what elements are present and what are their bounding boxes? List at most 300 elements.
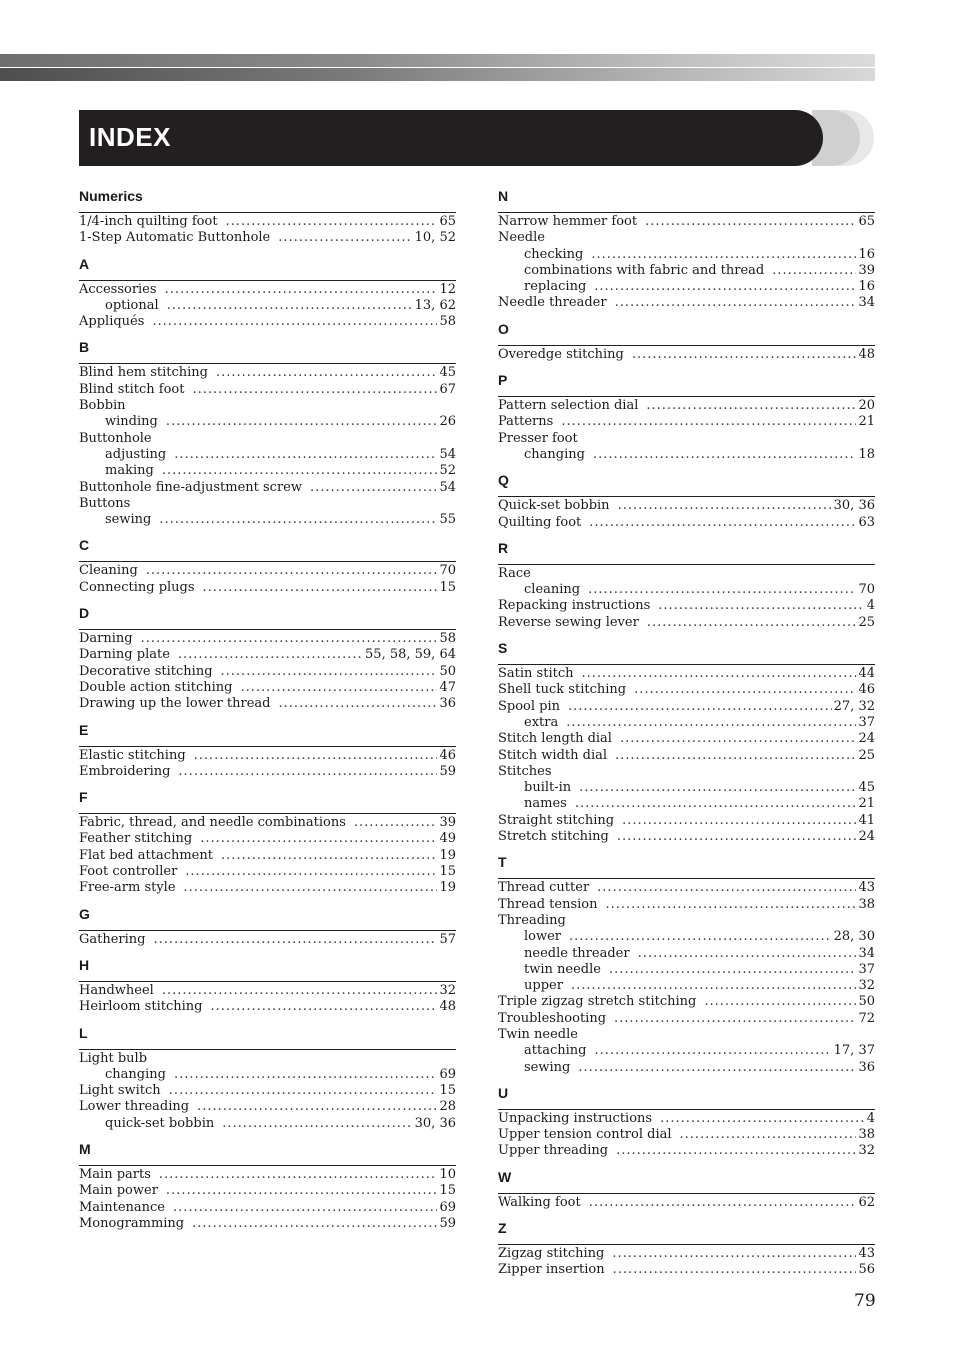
entry-term: Foot controller	[79, 864, 178, 880]
index-entry	[498, 1262, 875, 1278]
dot-leader	[609, 962, 857, 978]
entry-pages: 44	[858, 666, 875, 682]
index-entry	[498, 1246, 875, 1262]
section-heading: L	[79, 1023, 456, 1050]
entry-pages: 28	[439, 1099, 456, 1115]
entry-term: Blind stitch foot	[79, 381, 185, 397]
entry-pages: 32	[858, 1143, 875, 1159]
entry-term: Elastic stitching	[79, 747, 186, 763]
section-gap	[498, 463, 875, 470]
index-entry	[79, 398, 456, 414]
index-entry	[498, 731, 875, 747]
entry-pages: 25	[858, 747, 875, 763]
entry-term: Feather stitching	[79, 831, 193, 847]
dot-leader	[612, 1246, 856, 1262]
entry-pages: 16	[858, 279, 875, 295]
index-subentry	[498, 929, 875, 945]
header-stripe-bottom	[0, 68, 875, 81]
section-gap	[498, 363, 875, 370]
entry-pages: 30, 36	[414, 1115, 456, 1131]
index-entry	[498, 1127, 875, 1143]
entry-term: Stitch width dial	[498, 747, 608, 763]
section-heading: Z	[498, 1218, 875, 1245]
dot-leader	[568, 699, 832, 715]
dot-leader	[588, 582, 856, 598]
entry-term: Double action stitching	[79, 679, 233, 695]
entry-pages: 58	[439, 631, 456, 647]
dot-leader	[222, 1116, 412, 1132]
entry-pages: 67	[439, 381, 456, 397]
index-entry	[498, 682, 875, 698]
entry-pages: 70	[439, 563, 456, 579]
index-entry	[79, 983, 456, 999]
section-gap	[498, 312, 875, 319]
dot-leader	[178, 647, 363, 663]
dot-leader	[278, 696, 437, 712]
index-entry	[79, 696, 456, 712]
dot-leader	[166, 414, 438, 430]
index-subentry	[498, 247, 875, 263]
index-entry	[79, 831, 456, 847]
section-heading: S	[498, 638, 875, 665]
entry-pages: 15	[439, 864, 456, 880]
entry-pages: 10, 52	[414, 230, 456, 246]
entry-pages: 57	[439, 931, 456, 947]
entry-pages: 50	[439, 663, 456, 679]
entry-term: Drawing up the lower thread	[79, 696, 271, 712]
entry-term: Bobbin	[79, 398, 126, 414]
dot-leader	[354, 815, 438, 831]
entry-term: making	[105, 463, 154, 479]
entry-pages: 54	[439, 446, 456, 462]
dot-leader	[660, 1111, 865, 1127]
dot-leader	[615, 295, 857, 311]
dot-leader	[159, 1167, 438, 1183]
entry-term: quick-set bobbin	[105, 1115, 215, 1131]
index-entry	[79, 230, 456, 246]
section-heading: Numerics	[79, 186, 456, 213]
index-subentry	[498, 1060, 875, 1076]
index-entry	[79, 631, 456, 647]
entry-term: Narrow hemmer foot	[498, 214, 638, 229]
index-entry	[79, 864, 456, 880]
index-entry	[79, 282, 456, 298]
entry-term: Repacking instructions	[498, 598, 651, 614]
entry-pages: 38	[858, 896, 875, 912]
section-heading: F	[79, 787, 456, 814]
entry-pages: 20	[858, 398, 875, 414]
index-entry	[498, 813, 875, 829]
dot-leader	[597, 880, 856, 896]
entry-term: Walking foot	[498, 1194, 581, 1210]
dot-leader	[162, 983, 438, 999]
dot-leader	[578, 1060, 856, 1076]
dot-leader	[575, 796, 857, 812]
entry-term: Unpacking instructions	[498, 1110, 653, 1126]
section-gap	[79, 897, 456, 904]
entry-term: Monogramming	[79, 1215, 185, 1231]
dot-leader	[197, 1099, 437, 1115]
index-entry	[79, 365, 456, 381]
entry-term: sewing	[524, 1059, 571, 1075]
entry-pages: 15	[439, 579, 456, 595]
dot-leader	[221, 848, 437, 864]
section-gap	[79, 596, 456, 603]
index-entry	[79, 932, 456, 948]
dot-leader	[174, 447, 437, 463]
index-entry	[79, 314, 456, 330]
index-entry	[498, 230, 875, 246]
entry-pages: 43	[858, 1246, 875, 1262]
dot-leader	[221, 664, 438, 680]
entry-term: Spool pin	[498, 698, 561, 714]
index-entry	[498, 1143, 875, 1159]
section-gap	[79, 247, 456, 254]
entry-pages: 37	[858, 961, 875, 977]
dot-leader	[216, 365, 437, 381]
entry-pages: 28, 30	[833, 929, 875, 945]
entry-term: Straight stitching	[498, 812, 615, 828]
dot-leader	[569, 929, 832, 945]
entry-pages: 39	[439, 815, 456, 831]
index-entry	[79, 1083, 456, 1099]
entry-term: 1-Step Automatic Buttonhole	[79, 230, 271, 246]
entry-pages: 58	[439, 314, 456, 330]
entry-term: Twin needle	[498, 1026, 578, 1042]
dot-leader	[173, 1200, 437, 1216]
entry-pages: 39	[858, 262, 875, 278]
dot-leader	[571, 978, 857, 994]
entry-term: changing	[105, 1066, 166, 1082]
entry-term: Upper threading	[498, 1143, 609, 1159]
entry-term: needle threader	[524, 945, 630, 961]
section-heading: B	[79, 337, 456, 364]
index-entry	[498, 1195, 875, 1211]
dot-leader	[166, 1183, 438, 1199]
entry-term: Pattern selection dial	[498, 398, 639, 414]
dot-leader	[165, 282, 438, 298]
dot-leader	[647, 615, 857, 631]
dot-leader	[566, 715, 856, 731]
section-gap	[498, 1160, 875, 1167]
entry-term: Fabric, thread, and needle combinations	[79, 815, 346, 831]
index-subentry	[79, 1116, 456, 1132]
entry-pages: 32	[858, 978, 875, 994]
page-number: 79	[854, 1291, 876, 1311]
index-subentry	[498, 447, 875, 463]
entry-pages: 65	[858, 214, 875, 229]
entry-term: Thread cutter	[498, 880, 590, 896]
section-gap	[79, 330, 456, 337]
entry-pages: 26	[439, 414, 456, 430]
entry-term: Accessories	[79, 281, 157, 297]
entry-pages: 34	[858, 945, 875, 961]
entry-pages: 25	[858, 614, 875, 630]
index-entry	[79, 647, 456, 663]
entry-term: Heirloom stitching	[79, 999, 203, 1015]
entry-pages: 50	[858, 994, 875, 1010]
dot-leader	[194, 748, 438, 764]
entry-term: Connecting plugs	[79, 579, 195, 595]
entry-term: Buttonhole fine-adjustment screw	[79, 479, 302, 495]
entry-term: Presser foot	[498, 430, 578, 446]
section-gap	[79, 948, 456, 955]
entry-term: Main parts	[79, 1166, 151, 1182]
index-subentry	[498, 715, 875, 731]
index-column-right	[498, 186, 875, 1279]
dot-leader	[581, 666, 856, 682]
section-gap	[79, 1132, 456, 1139]
index-subentry	[79, 1067, 456, 1083]
dot-leader	[632, 347, 857, 363]
entry-term: names	[524, 796, 567, 812]
index-entry	[498, 295, 875, 311]
entry-term: Light bulb	[79, 1050, 148, 1066]
entry-term: Thread tension	[498, 896, 598, 912]
entry-pages: 59	[439, 763, 456, 779]
entry-term: Lower threading	[79, 1099, 190, 1115]
entry-pages: 27, 32	[833, 698, 875, 714]
entry-term: cleaning	[524, 582, 581, 598]
entry-pages: 55, 58, 59, 64	[365, 647, 456, 663]
entry-term: Darning plate	[79, 647, 170, 663]
index-entry	[498, 1111, 875, 1127]
index-entry	[498, 699, 875, 715]
index-entry	[498, 748, 875, 764]
section-heading: Q	[498, 470, 875, 497]
index-entry	[79, 1051, 456, 1067]
entry-pages: 30, 36	[833, 498, 875, 514]
section-gap	[498, 531, 875, 538]
entry-pages: 47	[439, 679, 456, 695]
index-subentry	[498, 263, 875, 279]
index-subentry	[498, 780, 875, 796]
section-gap	[79, 528, 456, 535]
dot-leader	[594, 279, 856, 295]
entry-pages: 65	[439, 214, 456, 229]
entry-term: twin needle	[524, 961, 601, 977]
dot-leader	[614, 1011, 856, 1027]
index-entry	[498, 347, 875, 363]
dot-leader	[192, 1216, 437, 1232]
index-subentry	[498, 279, 875, 295]
dot-leader	[159, 512, 437, 528]
entry-pages: 13, 62	[414, 297, 456, 313]
entry-term: lower	[524, 929, 562, 945]
entry-term: Upper tension control dial	[498, 1127, 672, 1143]
index-entry	[498, 598, 875, 614]
dot-leader	[184, 880, 438, 896]
index-entry	[79, 496, 456, 512]
dot-leader	[617, 829, 857, 845]
entry-pages: 34	[858, 295, 875, 311]
entry-pages: 56	[858, 1262, 875, 1278]
entry-term: Stitch length dial	[498, 731, 612, 747]
dot-leader	[146, 563, 438, 579]
entry-pages: 24	[858, 731, 875, 747]
entry-term: Flat bed attachment	[79, 847, 213, 863]
entry-term: Satin stitch	[498, 666, 574, 682]
entry-term: winding	[105, 414, 158, 430]
section-heading: E	[79, 720, 456, 747]
entry-pages: 16	[858, 246, 875, 262]
index-entry	[498, 1011, 875, 1027]
entry-term: Zipper insertion	[498, 1262, 605, 1278]
section-heading: N	[498, 186, 875, 213]
entry-term: changing	[524, 446, 585, 462]
dot-leader	[210, 999, 437, 1015]
entry-term: optional	[105, 297, 159, 313]
index-entry	[79, 815, 456, 831]
index-entry	[79, 880, 456, 896]
entry-pages: 48	[858, 346, 875, 362]
dot-leader	[174, 1067, 438, 1083]
index-entry	[498, 897, 875, 913]
index-entry	[79, 764, 456, 780]
dot-leader	[704, 994, 856, 1010]
entry-term: Gathering	[79, 931, 146, 947]
dot-leader	[278, 230, 412, 246]
entry-term: Maintenance	[79, 1199, 165, 1215]
entry-pages: 36	[439, 696, 456, 712]
entry-pages: 21	[858, 796, 875, 812]
entry-pages: 15	[439, 1183, 456, 1199]
entry-pages: 62	[858, 1194, 875, 1210]
index-entry	[79, 1200, 456, 1216]
entry-pages: 21	[858, 414, 875, 430]
entry-term: Zigzag stitching	[498, 1246, 605, 1262]
entry-pages: 49	[439, 831, 456, 847]
index-entry	[79, 580, 456, 596]
entry-pages: 36	[858, 1059, 875, 1075]
index-subentry	[498, 978, 875, 994]
entry-term: built-in	[524, 780, 572, 796]
entry-pages: 17, 37	[833, 1043, 875, 1059]
entry-term: Light switch	[79, 1083, 161, 1099]
entry-term: Race	[498, 565, 531, 581]
section-heading: U	[498, 1083, 875, 1110]
entry-term: Appliqués	[79, 314, 145, 330]
entry-pages: 69	[439, 1066, 456, 1082]
entry-pages: 70	[858, 582, 875, 598]
dot-leader	[162, 463, 438, 479]
dot-leader	[645, 214, 856, 230]
entry-term: Threading	[498, 912, 566, 928]
section-gap	[498, 1076, 875, 1083]
index-entry	[79, 1183, 456, 1199]
dot-leader	[579, 780, 856, 796]
section-heading: G	[79, 904, 456, 931]
entry-term: Stitches	[498, 763, 552, 779]
dot-leader	[591, 247, 856, 263]
dot-leader	[178, 764, 437, 780]
entry-term: upper	[524, 978, 563, 994]
entry-term: replacing	[524, 279, 587, 295]
index-entry	[79, 431, 456, 447]
dot-leader	[638, 946, 857, 962]
dot-leader	[141, 631, 438, 647]
section-heading: P	[498, 370, 875, 397]
entry-pages: 46	[439, 747, 456, 763]
section-heading: A	[79, 254, 456, 281]
section-gap	[79, 1016, 456, 1023]
dot-leader	[772, 263, 856, 279]
index-entry	[79, 382, 456, 398]
section-heading: H	[79, 955, 456, 982]
section-heading: C	[79, 535, 456, 562]
entry-pages: 72	[858, 1010, 875, 1026]
dot-leader	[152, 314, 437, 330]
index-entry	[498, 764, 875, 780]
entry-pages: 59	[439, 1215, 456, 1231]
section-gap	[79, 713, 456, 720]
dot-leader	[594, 1043, 831, 1059]
section-gap	[498, 1211, 875, 1218]
entry-pages: 38	[858, 1127, 875, 1143]
index-entry	[79, 1167, 456, 1183]
section-heading: R	[498, 538, 875, 565]
index-entry	[79, 1099, 456, 1115]
entry-pages: 45	[439, 365, 456, 381]
index-subentry	[79, 463, 456, 479]
index-entry	[498, 913, 875, 929]
entry-term: Patterns	[498, 414, 554, 430]
dot-leader	[169, 1083, 438, 1099]
index-entry	[79, 748, 456, 764]
index-entry	[498, 414, 875, 430]
index-entry	[498, 1027, 875, 1043]
dot-leader	[200, 831, 437, 847]
index-entry	[498, 398, 875, 414]
dot-leader	[192, 382, 437, 398]
dot-leader	[589, 515, 856, 531]
index-entry	[498, 566, 875, 582]
index-entry	[79, 680, 456, 696]
entry-pages: 37	[858, 714, 875, 730]
index-subentry	[79, 447, 456, 463]
entry-pages: 24	[858, 829, 875, 845]
entry-term: Needle threader	[498, 295, 607, 311]
entry-pages: 4	[866, 598, 875, 614]
entry-term: Main power	[79, 1183, 158, 1199]
section-gap	[498, 845, 875, 852]
dot-leader	[185, 864, 437, 880]
index-subentry	[498, 946, 875, 962]
index-entry	[79, 999, 456, 1015]
dot-leader	[622, 813, 856, 829]
entry-term: Blind hem stitching	[79, 365, 209, 381]
entry-term: Decorative stitching	[79, 663, 213, 679]
title-band	[79, 110, 823, 166]
entry-term: Troubleshooting	[498, 1010, 607, 1026]
entry-term: attaching	[524, 1043, 587, 1059]
section-heading: M	[79, 1139, 456, 1166]
dot-leader	[240, 680, 437, 696]
entry-pages: 46	[858, 682, 875, 698]
dot-leader	[154, 932, 438, 948]
entry-term: Needle	[498, 230, 545, 246]
entry-pages: 4	[866, 1110, 875, 1126]
entry-pages: 10	[439, 1166, 456, 1182]
index-subentry	[79, 512, 456, 528]
entry-term: Quilting foot	[498, 514, 582, 530]
index-entry	[79, 848, 456, 864]
entry-pages: 32	[439, 982, 456, 998]
dot-leader	[680, 1127, 857, 1143]
dot-leader	[616, 1143, 856, 1159]
dot-leader	[618, 498, 832, 514]
index-entry	[79, 480, 456, 496]
